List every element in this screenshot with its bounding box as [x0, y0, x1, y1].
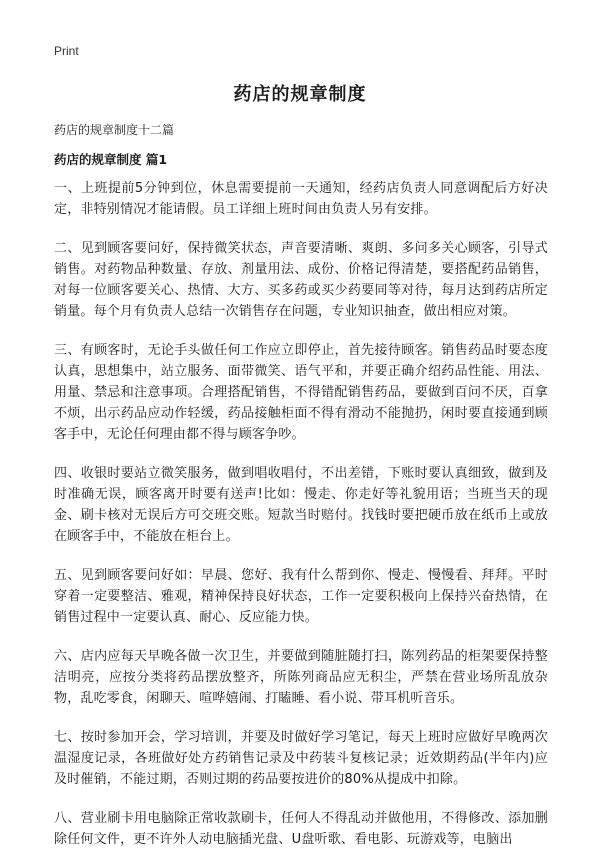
document-title: 药店的规章制度: [233, 84, 367, 105]
paragraph-2: 二、见到顾客要问好，保持微笑状态，声音要清晰、爽朗、多问多关心顾客，引导式销售。对药物品种数量、存放、剂量用法、成份、价格记得清楚，要搭配药品销售，对每一位顾客要关心、热情、大方、买多药或买少药要同等对待，每月达到药店所定销量。每个月有负责人总结一次销售存在问题，专业知识抽查，做出相应对策。: [54, 241, 548, 319]
section-heading: 药店的规章制度 篇1: [54, 152, 168, 167]
print-link[interactable]: Print: [54, 44, 79, 58]
document-body: [54, 178, 548, 868]
paragraph-8: 八、营业刷卡用电脑除正常收款刷卡，任何人不得乱动并做他用，不得修改、添加删除任何文件，更不许外人动电脑插光盘、U盘听歌、看电影、玩游戏等，电脑出: [54, 811, 548, 847]
paragraph-6: 六、店内应每天早晚各做一次卫生，并要做到随脏随打扫，陈列药品的柜架要保持整洁明亮，应按分类将药品摆放整齐，所陈列商品应无积尘，严禁在营业场所乱放杂物，乱吃零食，闲聊天、喧哗嬉闹、打瞌睡、看小说、带耳机听音乐。: [54, 649, 548, 706]
paragraph-3: 三、有顾客时，无论手头做任何工作应立即停止，首先接待顾客。销售药品时要态度认真，思想集中，站立服务、面带微笑、语气平和，并要正确介绍药品性能、用法、用量、禁忌和注意事项。合理搭配销售，不得错配销售药品，要做到百问不厌，百拿不烦，出示药品应动作轻缓，药品接触柜面不得有滑动不能抛扔，闲时要直接通到顾客手中，无论任何理由都不得与顾客争吵。: [54, 343, 548, 442]
paragraph-5: 五、见到顾客要问好如：早晨、您好、我有什么帮到你、慢走、慢慢看、拜拜。平时穿着一定要整洁、雅观，精神保持良好状态，工作一定要积极向上保持兴奋热情，在销售过程中一定要认真、耐心、反应能力快。: [54, 568, 548, 625]
paragraph-7: 七、按时参加开会，学习培训，并要及时做好学习笔记，每天上班时应做好早晚两次温湿度记录，各班做好处方药销售记录及中药装斗复核记录；近效期药品(半年内)应及时催销，不能过期，否则过期的药品要按进价的80%从提成中扣除。: [54, 730, 548, 787]
paragraph-4: 四、收银时要站立微笑服务，做到唱收唱付，不出差错，下账时要认真细致，做到及时准确无误，顾客离开时要有送声!比如：慢走、你走好等礼貌用语；当班当天的现金、刷卡核对无误后方可交班交账。短款当时赔付。找钱时要把硬币放在纸币上或放在顾客手中，不能放在柜台上。: [54, 466, 548, 544]
document-subtitle: 药店的规章制度十二篇: [54, 123, 175, 137]
paragraph-1: 一、上班提前5分钟到位，休息需要提前一天通知，经药店负责人同意调配后方好决定，非特别情况才能请假。员工详细上班时间由负责人另有安排。: [54, 181, 548, 217]
